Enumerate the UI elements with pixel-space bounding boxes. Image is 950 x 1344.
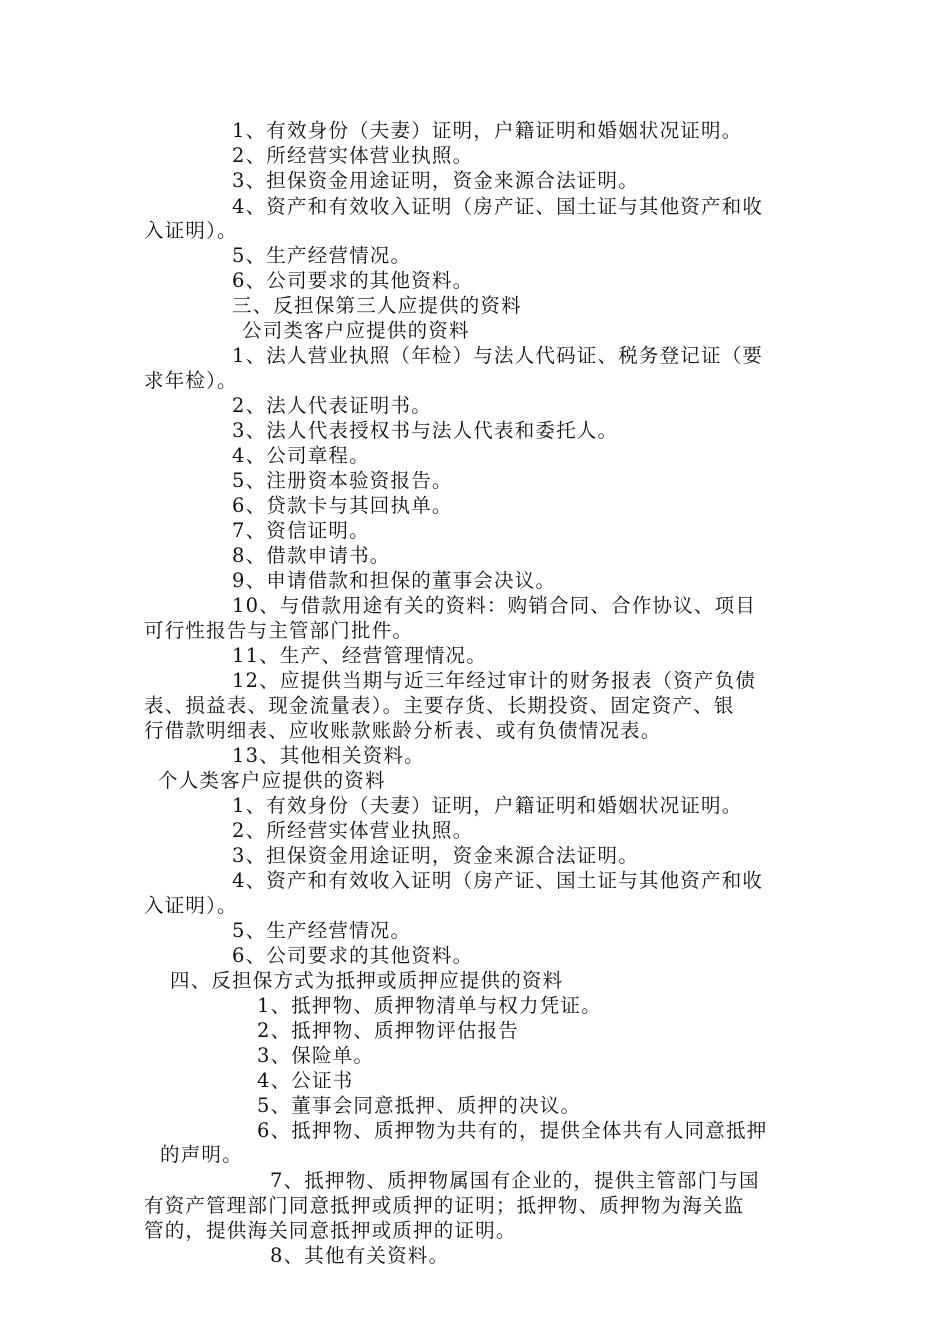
paragraph-line: 入证明）。: [144, 219, 238, 242]
paragraph-line: 的声明。: [160, 1143, 243, 1166]
paragraph-line: 11、生产、经营管理情况。: [232, 644, 487, 667]
paragraph-line: 6、公司要求的其他资料。: [232, 269, 474, 292]
section-heading: 三、反担保第三人应提供的资料: [232, 294, 522, 317]
section-heading: 四、反担保方式为抵押或质押应提供的资料: [170, 969, 564, 992]
paragraph-line: 8、其他有关资料。: [270, 1244, 450, 1267]
paragraph-line: 表、损益表、现金流量表）。主要存货、长期投资、固定资产、银: [144, 694, 735, 717]
paragraph-line: 3、担保资金用途证明，资金来源合法证明。: [232, 169, 639, 192]
paragraph-line: 求年检）。: [144, 369, 238, 392]
paragraph-line: 13、其他相关资料。: [232, 744, 425, 767]
paragraph-line: 4、资产和有效收入证明（房产证、国土证与其他资产和收: [232, 195, 764, 218]
paragraph-line: 2、抵押物、质押物评估报告: [257, 1019, 520, 1042]
paragraph-line: 8、借款申请书。: [232, 544, 391, 567]
paragraph-line: 7、资信证明。: [232, 519, 370, 542]
paragraph-line: 9、申请借款和担保的董事会决议。: [232, 569, 557, 592]
paragraph-line: 6、抵押物、质押物为共有的，提供全体共有人同意抵押: [257, 1119, 768, 1142]
paragraph-line: 行借款明细表、应收账款账龄分析表、或有负债情况表。: [144, 719, 662, 742]
paragraph-line: 可行性报告与主管部门批件。: [144, 619, 414, 642]
paragraph-line: 4、公司章程。: [232, 444, 370, 467]
paragraph-line: 3、担保资金用途证明，资金来源合法证明。: [232, 844, 639, 867]
paragraph-line: 5、董事会同意抵押、质押的决议。: [257, 1094, 582, 1117]
paragraph-line: 管的，提供海关同意抵押或质押的证明。: [144, 1219, 517, 1242]
paragraph-line: 3、法人代表授权书与法人代表和委托人。: [232, 419, 619, 442]
paragraph-line: 2、所经营实体营业执照。: [232, 819, 474, 842]
paragraph-line: 5、生产经营情况。: [232, 244, 412, 267]
paragraph-line: 7、抵押物、质押物属国有企业的，提供主管部门与国: [270, 1169, 760, 1192]
paragraph-line: 2、法人代表证明书。: [232, 394, 432, 417]
paragraph-line: 5、注册资本验资报告。: [232, 469, 453, 492]
paragraph-line: 3、保险单。: [257, 1044, 375, 1067]
paragraph-line: 4、公证书: [257, 1069, 354, 1092]
subsection-heading: 公司类客户应提供的资料: [242, 319, 470, 342]
paragraph-line: 有资产管理部门同意抵押或质押的证明；抵押物、质押物为海关监: [144, 1194, 745, 1217]
paragraph-line: 10、与借款用途有关的资料：购销合同、合作协议、项目: [232, 594, 757, 617]
paragraph-line: 4、资产和有效收入证明（房产证、国土证与其他资产和收: [232, 869, 764, 892]
paragraph-line: 12、应提供当期与近三年经过审计的财务报表（资产负债: [232, 669, 757, 692]
subsection-heading: 个人类客户应提供的资料: [158, 769, 386, 792]
paragraph-line: 1、有效身份（夫妻）证明，户籍证明和婚姻状况证明。: [232, 794, 743, 817]
paragraph-line: 1、法人营业执照（年检）与法人代码证、税务登记证（要: [232, 344, 764, 367]
paragraph-line: 入证明）。: [144, 894, 238, 917]
paragraph-line: 6、公司要求的其他资料。: [232, 944, 474, 967]
paragraph-line: 5、生产经营情况。: [232, 919, 412, 942]
paragraph-line: 1、有效身份（夫妻）证明，户籍证明和婚姻状况证明。: [232, 119, 743, 142]
paragraph-line: 6、贷款卡与其回执单。: [232, 494, 453, 517]
paragraph-line: 2、所经营实体营业执照。: [232, 144, 474, 167]
paragraph-line: 1、抵押物、质押物清单与权力凭证。: [257, 994, 602, 1017]
